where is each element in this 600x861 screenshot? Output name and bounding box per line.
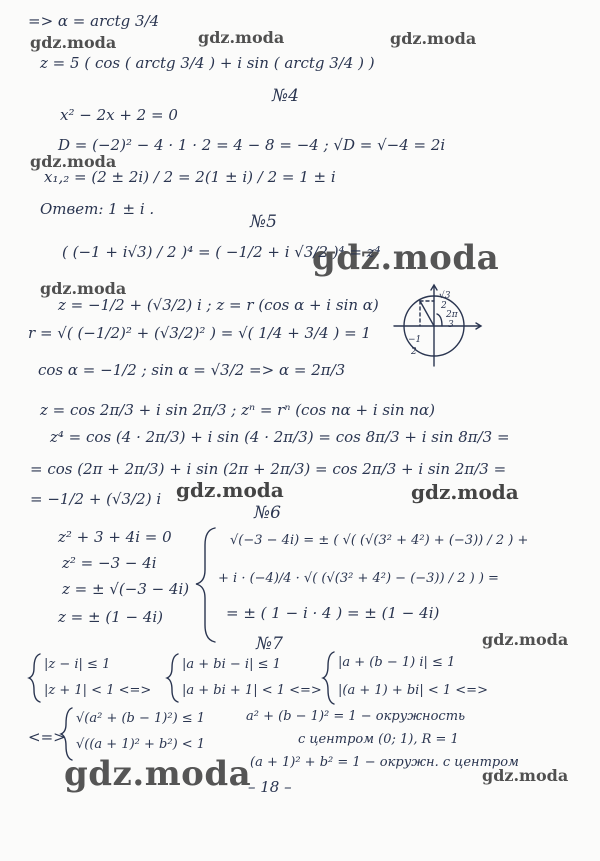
line-z4-result: = −1/2 + (√3/2) i — [30, 490, 162, 508]
watermark: gdz.moda — [390, 29, 477, 48]
line-ineq-2: |z + 1| < 1 <=> — [44, 683, 152, 698]
line-z2: z² = −3 − 4i — [62, 554, 157, 572]
line-z4: z⁴ = cos (4 · 2π/3) + i sin (4 · 2π/3) = cos 8π/3 + i sin 8π/3 = — [50, 428, 510, 446]
watermark: gdz.moda — [30, 152, 117, 171]
label-minus-one: −1 — [408, 335, 422, 345]
watermark: gdz.moda — [482, 630, 569, 649]
line-alpha-arctg: => α = arctg 3/4 — [28, 12, 160, 30]
line-answer: Ответ: 1 ± i . — [40, 200, 155, 218]
brace-task7-b — [167, 654, 178, 702]
label-2pi-den: 3 — [448, 320, 454, 330]
watermark: gdz.moda — [411, 480, 519, 504]
label-minus-one-den: 2 — [411, 347, 417, 357]
task-5-title: №5 — [250, 212, 277, 232]
label-sqrt3: √3 — [439, 291, 451, 301]
brace-task7-c — [323, 652, 334, 704]
line-ineq-6: |(a + 1) + bi| < 1 <=> — [338, 683, 488, 698]
line-sqrt-result: = ± ( 1 − i · 4 ) = ± (1 − 4i) — [226, 604, 440, 622]
watermark: gdz.moda — [176, 478, 284, 502]
line-z-root: z = ± √(−3 − 4i) — [62, 580, 190, 598]
line-sqrt-formula: √(−3 − 4i) = ± ( √( (√(3² + 4²) + (−3)) / 2 ) + — [230, 533, 529, 548]
brace-task7-a — [29, 654, 40, 702]
line-quadratic: x² − 2x + 2 = 0 — [60, 106, 178, 124]
watermark: gdz.moda — [312, 238, 500, 278]
watermark: gdz.moda — [198, 28, 285, 47]
line-sqrt-ineq-2: √((a + 1)² + b²) < 1 — [76, 737, 206, 752]
line-z-answer: z = ± (1 − 4i) — [58, 608, 164, 626]
watermark: gdz.moda — [30, 33, 117, 52]
watermark: gdz.moda — [40, 279, 127, 298]
page-number: – 18 – — [248, 778, 292, 796]
brace-task7-d — [61, 708, 72, 760]
line-circle-1: a² + (b − 1)² = 1 − окружность — [246, 709, 466, 724]
line-sqrt-ineq-1: √(a² + (b − 1)²) ≤ 1 — [76, 711, 206, 726]
line-modulus: r = √( (−1/2)² + (√3/2)² ) = √( 1/4 + 3/4 ) = 1 — [28, 324, 371, 342]
label-2pi: 2π — [446, 310, 458, 320]
line-z-def: z = −1/2 + (√3/2) i ; z = r (cos α + i sin α) — [58, 296, 379, 314]
line-discriminant: D = (−2)² − 4 · 1 · 2 = 4 − 8 = −4 ; √D = √−4 = 2i — [58, 136, 446, 154]
line-roots: x₁,₂ = (2 ± 2i) / 2 = 2(1 ± i) / 2 = 1 ± i — [44, 168, 336, 186]
line-trig-form: z = 5 ( cos ( arctg 3/4 ) + i sin ( arctg 3/4 ) ) — [40, 54, 375, 72]
line-circle-2: (a + 1)² + b² = 1 − окружн. с центром — [250, 755, 519, 770]
watermark: gdz.moda — [482, 766, 569, 785]
line-ineq-4: |a + bi + 1| < 1 <=> — [182, 683, 322, 698]
task-7-title: №7 — [256, 634, 283, 654]
line-power: ( (−1 + i√3) / 2 )⁴ = ( −1/2 + i √3/2 )⁴ = z⁴ — [62, 243, 381, 261]
line-circle-center: с центром (0; 1), R = 1 — [298, 732, 459, 747]
line-ineq-5: |a + (b − 1) i| ≤ 1 — [338, 655, 456, 670]
label-sqrt3-den: 2 — [441, 301, 447, 311]
line-ineq-3: |a + bi − i| ≤ 1 — [182, 657, 281, 672]
radius-vector — [420, 301, 434, 326]
angle-arc — [437, 314, 442, 326]
line-ineq-1: |z − i| ≤ 1 — [44, 657, 111, 672]
line-eq6: z² + 3 + 4i = 0 — [58, 528, 172, 546]
brace-task6 — [196, 528, 215, 642]
line-z-trig: z = cos 2π/3 + i sin 2π/3 ; zⁿ = rⁿ (cos nα + i sin nα) — [40, 401, 435, 419]
line-sqrt-imag: + i · (−4)/4 · √( (√(3² + 4²) − (−3)) / 2 ) ) = — [218, 571, 499, 586]
watermark: gdz.moda — [64, 754, 252, 794]
line-z4-reduce: = cos (2π + 2π/3) + i sin (2π + 2π/3) = cos 2π/3 + i sin 2π/3 = — [30, 460, 507, 478]
line-equiv: <=> — [28, 728, 66, 746]
task-4-title: №4 — [272, 86, 299, 106]
task-6-title: №6 — [254, 503, 281, 523]
line-angle: cos α = −1/2 ; sin α = √3/2 => α = 2π/3 — [38, 361, 346, 379]
